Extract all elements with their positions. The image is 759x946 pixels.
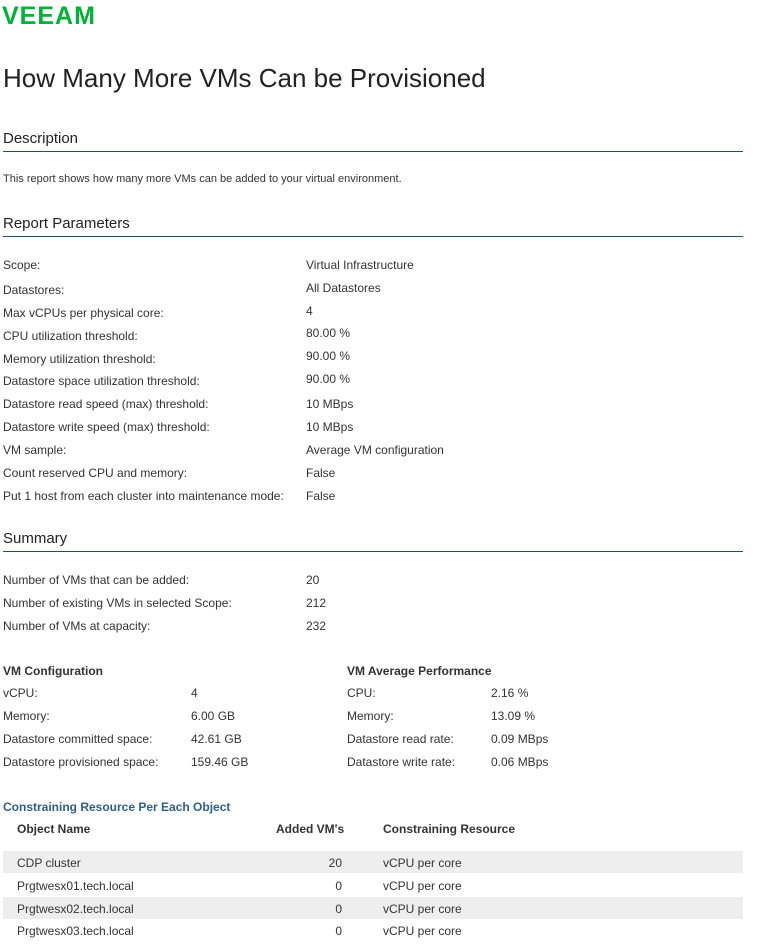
param-value: Virtual Infrastructure — [306, 258, 414, 272]
vm-perf-value: 0.06 MBps — [491, 755, 549, 769]
table-cell-resource: vCPU per core — [383, 924, 462, 938]
param-value: 90.00 % — [306, 349, 351, 363]
table-cell-object-name: Prgtwesx01.tech.local — [17, 879, 134, 893]
param-value: False — [306, 489, 336, 503]
param-label: Scope: — [3, 258, 41, 272]
table-cell-added-vms: 0 — [335, 902, 342, 916]
table-cell-added-vms: 0 — [335, 879, 342, 893]
column-header-constraining-resource: Constraining Resource — [383, 822, 516, 836]
parameters-divider — [3, 236, 743, 237]
vm-config-label: Datastore committed space: — [3, 732, 153, 746]
param-value: 10 MBps — [306, 397, 354, 411]
param-value: 90.00 % — [306, 372, 351, 386]
column-header-object-name: Object Name — [17, 822, 91, 836]
vm-perf-value: 0.09 MBps — [491, 732, 549, 746]
param-label: Put 1 host from each cluster into maintenance mode: — [3, 489, 284, 503]
table-cell-added-vms: 20 — [328, 856, 342, 870]
summary-label: Number of existing VMs in selected Scope: — [3, 596, 232, 610]
vm-config-value: 6.00 GB — [191, 709, 236, 723]
description-divider — [3, 151, 743, 152]
table-cell-object-name: CDP cluster — [17, 856, 81, 870]
param-label: Datastore write speed (max) threshold: — [3, 420, 210, 434]
param-label: Datastore read speed (max) threshold: — [3, 397, 209, 411]
summary-label: Number of VMs that can be added: — [3, 573, 190, 587]
vm-perf-label: CPU: — [347, 686, 376, 700]
param-label: CPU utilization threshold: — [3, 329, 138, 343]
column-header-added-vms: Added VM's — [276, 822, 345, 836]
param-value: 10 MBps — [306, 420, 354, 434]
summary-value: 20 — [306, 573, 320, 587]
veeam-logo: VEEAM — [2, 2, 96, 30]
vm-config-label: Datastore provisioned space: — [3, 755, 159, 769]
param-label: VM sample: — [3, 443, 67, 457]
param-label: Memory utilization threshold: — [3, 352, 156, 366]
description-heading: Description — [3, 130, 79, 147]
param-value: 80.00 % — [306, 326, 351, 340]
table-cell-resource: vCPU per core — [383, 902, 462, 916]
param-label: Count reserved CPU and memory: — [3, 466, 188, 480]
table-row-stripe — [3, 851, 743, 873]
param-label: Datastore space utilization threshold: — [3, 374, 200, 388]
param-value: 4 — [306, 304, 313, 318]
summary-value: 232 — [306, 619, 327, 633]
table-cell-resource: vCPU per core — [383, 856, 462, 870]
summary-label: Number of VMs at capacity: — [3, 619, 151, 633]
table-cell-object-name: Prgtwesx02.tech.local — [17, 902, 134, 916]
summary-divider — [3, 551, 743, 552]
param-value: False — [306, 466, 336, 480]
vm-perf-label: Datastore write rate: — [347, 755, 456, 769]
summary-value: 212 — [306, 596, 327, 610]
vm-config-value: 4 — [191, 686, 198, 700]
vm-perf-value: 2.16 % — [491, 686, 529, 700]
constraining-heading: Constraining Resource Per Each Object — [3, 800, 231, 814]
description-text: This report shows how many more VMs can be added to your virtual environment. — [3, 173, 402, 185]
param-value: Average VM configuration — [306, 443, 444, 457]
param-value: All Datastores — [306, 281, 381, 295]
vm-perf-value: 13.09 % — [491, 709, 536, 723]
table-cell-object-name: Prgtwesx03.tech.local — [17, 924, 134, 938]
vm-perf-label: Memory: — [347, 709, 394, 723]
vm-config-value: 42.61 GB — [191, 732, 242, 746]
parameters-heading: Report Parameters — [3, 215, 130, 232]
table-cell-added-vms: 0 — [335, 924, 342, 938]
param-label: Datastores: — [3, 283, 65, 297]
table-cell-resource: vCPU per core — [383, 879, 462, 893]
param-label: Max vCPUs per physical core: — [3, 306, 164, 320]
page-title: How Many More VMs Can be Provisioned — [3, 63, 486, 93]
vm-config-heading: VM Configuration — [3, 664, 103, 678]
vm-config-label: Memory: — [3, 709, 50, 723]
vm-config-label: vCPU: — [3, 686, 38, 700]
summary-heading: Summary — [3, 530, 68, 547]
vm-config-value: 159.46 GB — [191, 755, 249, 769]
vm-perf-label: Datastore read rate: — [347, 732, 454, 746]
vm-perf-heading: VM Average Performance — [347, 664, 492, 678]
